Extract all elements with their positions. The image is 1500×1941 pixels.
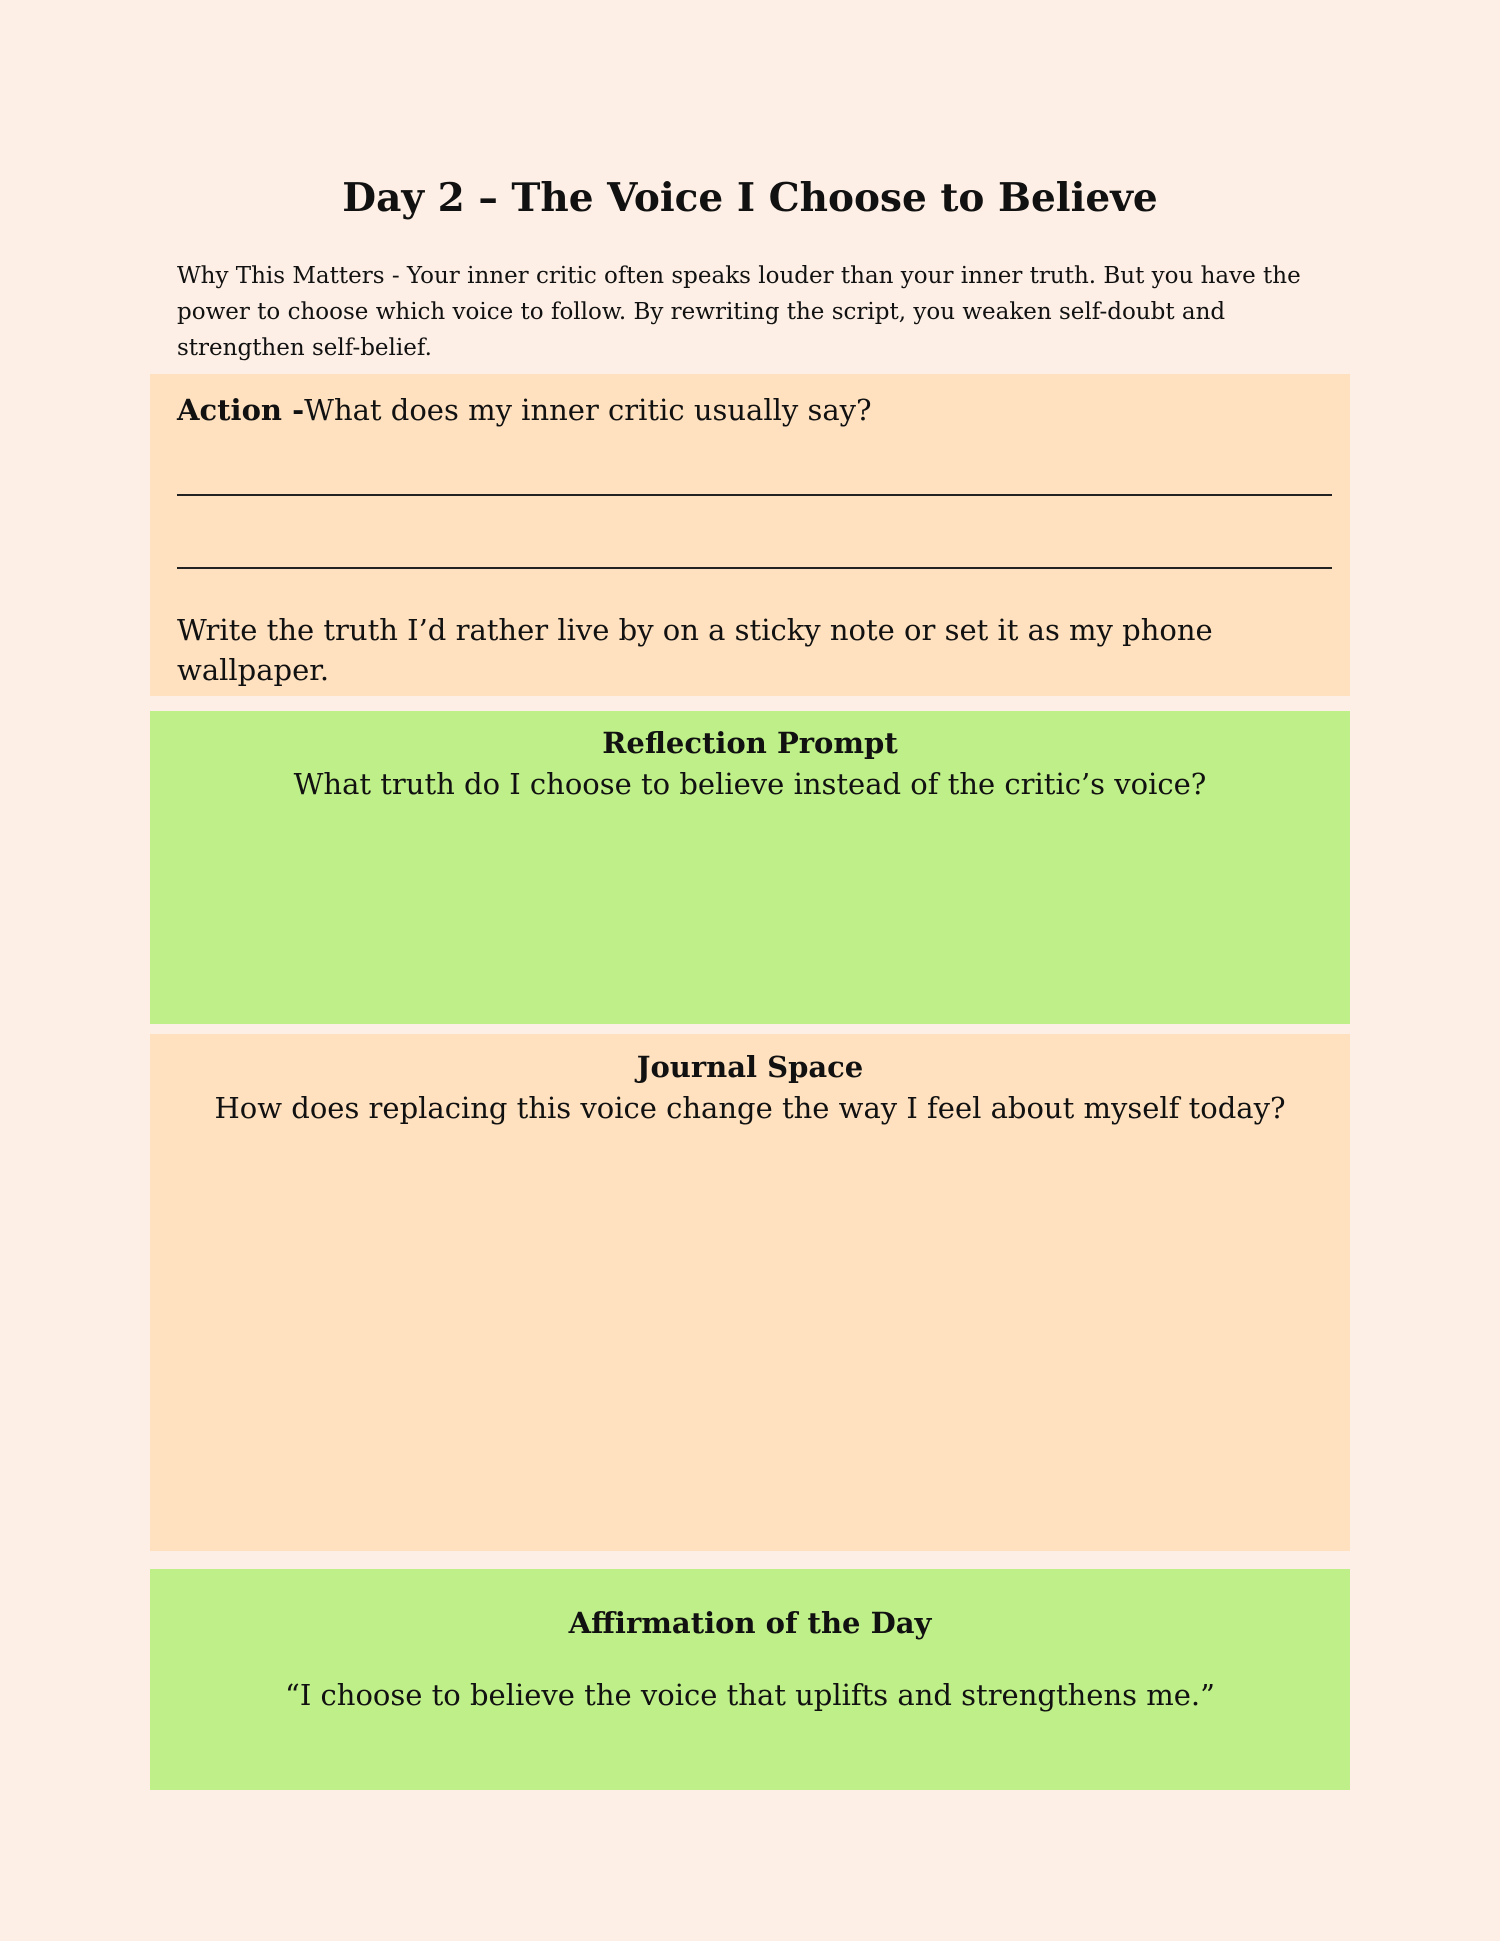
affirmation-section bbox=[150, 1569, 1350, 1790]
action-question-line bbox=[177, 390, 872, 430]
intro-paragraph: Why This Matters - Your inner critic often speaks louder than your inner truth. But you have the power to choose which voice to follow. By rewriting the script, you weaken self-doubt and strengthen self-belief. bbox=[177, 263, 1301, 361]
affirmation-text: “I choose to believe the voice that uplifts and strengthens me.” bbox=[285, 1678, 1215, 1712]
action-section bbox=[150, 374, 1350, 696]
action-label: Action - bbox=[177, 393, 305, 427]
journal-prompt: How does replacing this voice change the way I feel about myself today? bbox=[214, 1091, 1286, 1125]
reflection-prompt: What truth do I choose to believe instead of the critic’s voice? bbox=[293, 767, 1207, 801]
answer-line-1[interactable] bbox=[177, 494, 1332, 496]
answer-line-2[interactable] bbox=[177, 567, 1332, 569]
affirmation-heading: Affirmation of the Day bbox=[568, 1606, 932, 1640]
action-note: Write the truth I’d rather live by on a sticky note or set it as my phone wallpaper. bbox=[177, 613, 1213, 687]
journal-heading: Journal Space bbox=[636, 1050, 864, 1084]
page-title: Day 2 – The Voice I Choose to Believe bbox=[342, 175, 1158, 221]
reflection-heading: Reflection Prompt bbox=[602, 726, 898, 760]
journal-section[interactable] bbox=[150, 1034, 1350, 1551]
reflection-section[interactable] bbox=[150, 711, 1350, 1024]
action-question: What does my inner critic usually say? bbox=[304, 393, 872, 427]
